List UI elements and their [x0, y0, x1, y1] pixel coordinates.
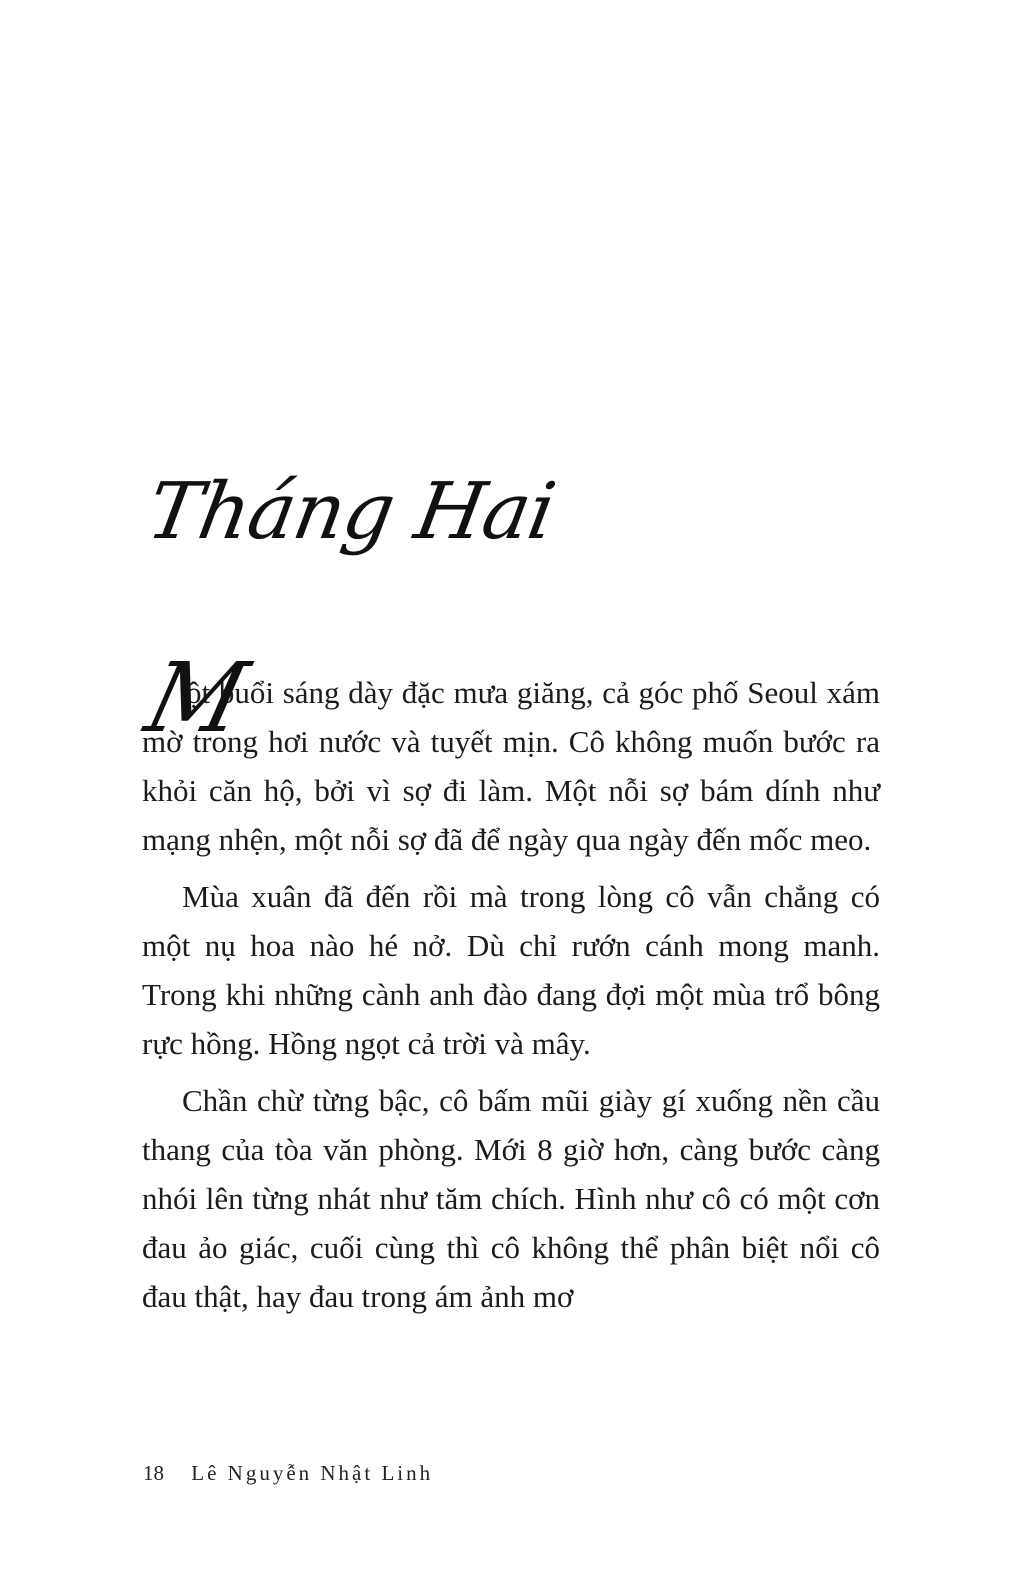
paragraph-1 [136, 642, 880, 864]
paragraph-1-text: ột buổi sáng dày đặc mưa giăng, cả góc phố Seoul xám mờ trong hơi nước và tuyết mịn. Cô không muốn bước ra khỏi căn hộ, bởi vì sợ đi làm. Một nỗi sợ bám dính như mạng nhện, một nỗi sợ đã để ngày qua ngày đến mốc meo. [142, 675, 880, 857]
chapter-body [136, 642, 880, 1329]
author-name: Lê Nguyễn Nhật Linh [191, 1461, 434, 1485]
paragraph-3: Chần chừ từng bậc, cô bấm mũi giày gí xuống nền cầu thang của tòa văn phòng. Mới 8 giờ hơn, càng bước càng nhói lên từng nhát như tăm chích. Hình như cô có một cơn đau ảo giác, cuối cùng thì cô không thể phân biệt nổi cô đau thật, hay đau trong ám ảnh mơ [142, 1083, 880, 1314]
drop-cap: M [136, 642, 258, 754]
page-footer [143, 1460, 433, 1486]
paragraph-2: Mùa xuân đã đến rồi mà trong lòng cô vẫn chẳng có một nụ hoa nào hé nở. Dù chỉ rướn cánh mong manh. Trong khi những cành anh đào đang đợi một mùa trổ bông rực hồng. Hồng ngọt cả trời và mây. [142, 879, 880, 1061]
chapter-title: Tháng Hai [140, 467, 561, 557]
page-number: 18 [143, 1461, 164, 1485]
